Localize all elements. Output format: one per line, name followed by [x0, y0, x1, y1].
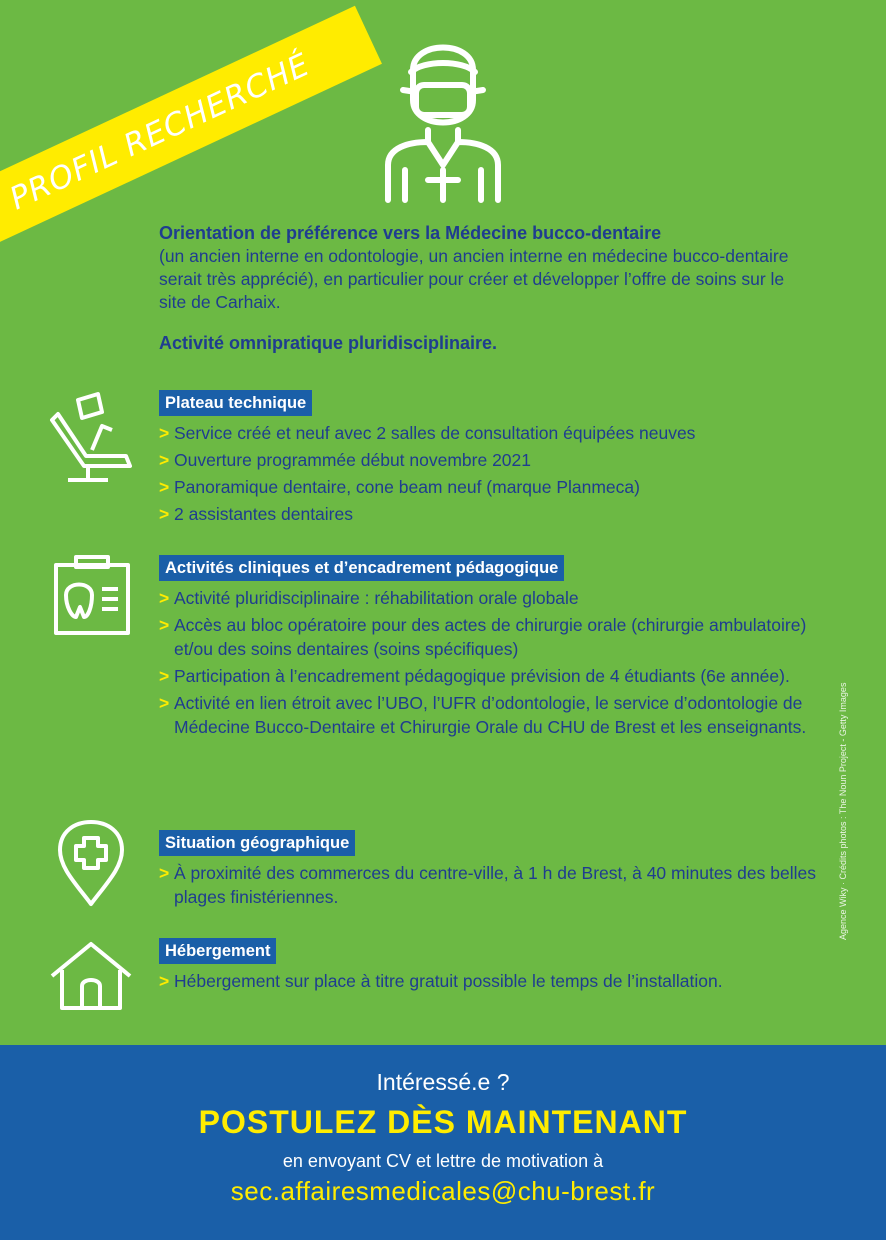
intro-body: (un ancien interne en odontologie, un ancien interne en médecine bucco-dentaire serait très apprécié), en particulier pour créer et développer l’offre de soins sur le site de Carhaix.: [159, 246, 789, 312]
footer-email-link[interactable]: sec.affairesmedicales@chu-brest.fr: [230, 1176, 656, 1206]
photo-credit: Agence Wiky · Crédits photos : The Noun Project - Getty Images: [838, 682, 848, 940]
intro-block: [159, 222, 799, 355]
list-item: > Activité en lien étroit avec l’UBO, l’UFR d’odontologie, le service d’odontologie de Médecine Bucco-Dentaire et Chirurgie Orale du CHU de Brest et les enseignants.: [159, 691, 839, 739]
list-item: > Service créé et neuf avec 2 salles de consultation équipées neuves: [159, 421, 839, 445]
section-title: Situation géographique: [159, 830, 355, 856]
location-pin-cross-icon: [56, 818, 126, 908]
house-icon: [50, 940, 132, 1012]
section-title: Activités cliniques et d’encadrement pédagogique: [159, 555, 564, 581]
dental-chair-icon: [48, 390, 132, 482]
list-item: > À proximité des commerces du centre-ville, à 1 h de Brest, à 40 minutes des belles plages finistériennes.: [159, 861, 839, 909]
section-plateau: [159, 390, 839, 529]
list-item: > Hébergement sur place à titre gratuit possible le temps de l’installation.: [159, 969, 839, 993]
section-situation: [159, 830, 839, 912]
footer-question: Intéressé.e ?: [376, 1069, 510, 1095]
section-title: Plateau technique: [159, 390, 312, 416]
list-item: > Panoramique dentaire, cone beam neuf (marque Planmeca): [159, 475, 839, 499]
tooth-chart-icon: [52, 555, 132, 637]
profil-banner: [0, 6, 382, 258]
footer-cta: [0, 1045, 886, 1240]
list-item: > Ouverture programmée début novembre 2021: [159, 448, 839, 472]
footer-cta-title: POSTULEZ DÈS MAINTENANT: [198, 1104, 688, 1140]
doctor-mask-icon: [383, 30, 503, 205]
intro-lead: Orientation de préférence vers la Médecine bucco-dentaire: [159, 223, 662, 243]
list-item: > Activité pluridisciplinaire : réhabilitation orale globale: [159, 586, 839, 610]
list-item: > Participation à l’encadrement pédagogique prévision de 4 étudiants (6e année).: [159, 664, 839, 688]
list-item: > 2 assistantes dentaires: [159, 502, 839, 526]
intro-activity: Activité omnipratique pluridisciplinaire.: [159, 333, 498, 353]
section-activites: [159, 555, 839, 742]
banner-label: PROFIL RECHERCHÉ: [4, 46, 316, 218]
list-item: > Accès au bloc opératoire pour des actes de chirurgie orale (chirurgie ambulatoire) et/ou des soins dentaires (soins spécifiques): [159, 613, 839, 661]
section-hebergement: [159, 938, 839, 996]
section-title: Hébergement: [159, 938, 276, 964]
footer-subtitle: en envoyant CV et lettre de motivation à: [282, 1151, 604, 1171]
